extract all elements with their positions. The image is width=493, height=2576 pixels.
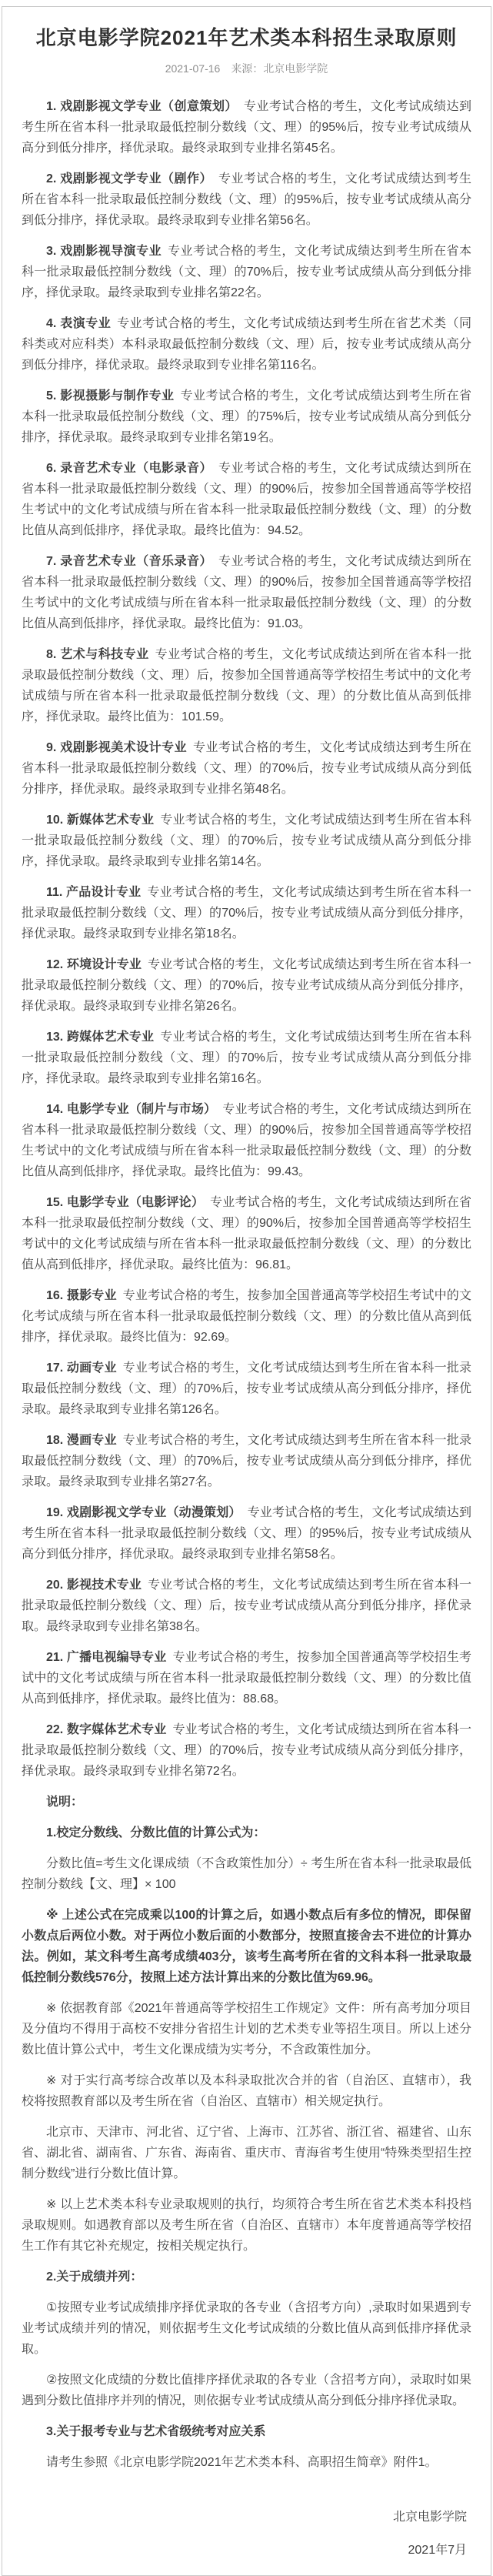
page-title: 北京电影学院2021年艺术类本科招生录取原则 bbox=[35, 26, 458, 49]
mapping-title: 3.关于报考专业与艺术省级统考对应关系 bbox=[46, 2425, 266, 2438]
rule-lead: 1. 戏剧影视文学专业（创意策划） bbox=[46, 100, 238, 113]
rule-lead: 6. 录音艺术专业（电影录音） bbox=[46, 462, 212, 475]
mapping-body: 请考生参照《北京电影学院2021年艺术类本科、高职招生简章》附件1。 bbox=[46, 2456, 438, 2469]
admission-rule-paragraph bbox=[22, 169, 471, 231]
admission-rule-paragraph bbox=[22, 1285, 471, 1348]
admission-rule-paragraph bbox=[22, 96, 471, 159]
rule-lead: 18. 漫画专业 bbox=[46, 1434, 117, 1447]
rule-lead: 3. 戏剧影视导演专业 bbox=[46, 245, 162, 258]
admission-rule-paragraph bbox=[22, 551, 471, 634]
rule-lead: 2. 戏剧影视文学专业（剧作） bbox=[46, 172, 212, 185]
admission-rule-paragraph bbox=[22, 1430, 471, 1492]
rule-body: 专业考试合格的考生，文化考试成绩达到考生所在省艺术类（同科类或对应科类）本科录取最低控制分数线（文、理）后，按专业考试成绩从高分到低分排序，择优录取。最终录取到专业排名第116名。 bbox=[22, 317, 471, 372]
rule-body: 专业考试合格的考生，文化考试成绩达到考生所在省本科一批录取最低控制分数线（文、理）的70%后，按专业考试成绩从高分到低分排序，择优录取。最终录取到专业排名第14名。 bbox=[22, 814, 471, 868]
rule-body: 专业考试合格的考生，文化考试成绩达到考生所在省本科一批录取最低控制分数线（文、理）的95%后，按专业考试成绩从高分到低分排序，择优录取。最终录取到专业排名第58名。 bbox=[22, 1506, 471, 1561]
content-card bbox=[2, 6, 491, 2576]
rule-lead: 4. 表演专业 bbox=[46, 317, 112, 330]
admission-rule-paragraph bbox=[22, 644, 471, 727]
admission-rule-paragraph bbox=[22, 954, 471, 1017]
signature-name: 北京电影学院 bbox=[392, 2511, 467, 2524]
admission-rule-paragraph bbox=[22, 1502, 471, 1565]
admission-rule-paragraph bbox=[22, 882, 471, 944]
note-compliance: ※ 以上艺术类本科专业录取规则的执行，均须符合考生所在省艺术类本科投档录取规则。如遇教育部以及考生所在省（自治区、直辖市）本年度普通高等学校招生工作有其它补充规定，按相关规定执行。 bbox=[22, 2198, 471, 2253]
rule-lead: 11. 产品设计专业 bbox=[46, 886, 142, 899]
rule-lead: 8. 艺术与科技专业 bbox=[46, 648, 149, 661]
note-provinces: 北京市、天津市、河北省、辽宁省、上海市、江苏省、浙江省、福建省、山东省、湖北省、湖南省、广东省、海南省、重庆市、青海省考生使用“特殊类型招生控制分数线”进行分数比值计算。 bbox=[22, 2126, 471, 2180]
formula-title: 1.校定分数线、分数比值的计算公式为： bbox=[46, 1826, 266, 1839]
rule-body: 专业考试合格的考生，文化考试成绩达到考生所在省本科一批录取最低控制分数线（文、理）的70%后，按专业考试成绩从高分到低分排序，择优录取。最终录取到专业排名第126名。 bbox=[22, 1362, 471, 1416]
rule-body: 专业考试合格的考生，文化考试成绩达到考生所在省本科一批录取最低控制分数线（文、理）的95%后，按专业考试成绩从高分到低分排序，择优录取。最终录取到专业排名第56名。 bbox=[22, 172, 471, 227]
admission-rule-paragraph bbox=[22, 1575, 471, 1637]
article-meta bbox=[22, 61, 471, 76]
rule-body: 专业考试合格的考生，文化考试成绩达到考生所在省本科一批录取最低控制分数线（文、理）的70%后，按专业考试成绩从高分到低分排序，择优录取。最终录取到专业排名第27名。 bbox=[22, 1434, 471, 1488]
rule-lead: 9. 戏剧影视美术设计专业 bbox=[46, 741, 188, 754]
admission-rule-paragraph bbox=[22, 241, 471, 303]
rule-body: 专业考试合格的考生，按参加全国普通高等学校招生考试中的文化考试成绩与所在省本科一批录取最低控制分数线（文、理）的分数比值从高到低排序，择优录取。最终比值为：88.68。 bbox=[22, 1651, 471, 1706]
rule-lead: 22. 数字媒体艺术专业 bbox=[46, 1723, 167, 1736]
rule-body: 专业考试合格的考生，文化考试成绩达到所在省本科一批录取最低控制分数线（文、理）的90%后，按参加全国普通高等学校招生考试中的文化考试成绩与所在省本科一批录取最低控制分数线（文、理）的分数比值从高到低排序，择优录取。最终比值为：96.81。 bbox=[22, 1196, 471, 1271]
rule-body: 专业考试合格的考生，文化考试成绩达到考生所在省本科一批录取最低控制分数线（文、理）后，按专业考试成绩从高分到低分排序，择优录取。最终录取到专业排名第38名。 bbox=[22, 1579, 471, 1633]
rule-body: 专业考试合格的考生，文化考试成绩达到考生所在省本科一批录取最低控制分数线（文、理）的70%后，按专业考试成绩从高分到低分排序，择优录取。最终录取到专业排名第26名。 bbox=[22, 958, 471, 1013]
rule-body: 专业考试合格的考生，文化考试成绩达到考生所在省本科一批录取最低控制分数线（文、理）的70%后，按专业考试成绩从高分到低分排序，择优录取。最终录取到专业排名第22名。 bbox=[22, 245, 471, 299]
publish-date: 2021-07-16 bbox=[165, 62, 221, 75]
rule-lead: 13. 跨媒体艺术专业 bbox=[46, 1031, 155, 1044]
signature-block bbox=[22, 2507, 471, 2561]
admission-rule-paragraph bbox=[22, 1099, 471, 1182]
note-rounding: ※ 上述公式在完成乘以100的计算之后，如遇小数点后有多位的情况，即保留小数点后两位小数。对于两位小数后面的小数部分，按照直接舍去不进位的计算办法。例如，某文科考生高考成绩403分，该考生高考所在省的文科本科一批录取最低控制分数线576分，按照上述方法计算出来的分数比值为69.96。 bbox=[22, 1909, 471, 1984]
rule-body: 专业考试合格的考生，文化考试成绩达到考生所在省本科一批录取最低控制分数线（文、理）的70%后，按专业考试成绩从高分到低分排序，择优录取。最终录取到专业排名第18名。 bbox=[22, 886, 471, 941]
tie-item-2: ②按照文化成绩的分数比值排序择优录取的各专业（含招考方向），录取时如果遇到分数比值排序并列的情况，则依据专业考试成绩从高分到低分排序择优录取。 bbox=[22, 2374, 471, 2407]
rule-lead: 16. 摄影专业 bbox=[46, 1289, 117, 1302]
rule-body: 专业考试合格的考生，按参加全国普通高等学校招生考试中的文化考试成绩与所在省本科一批录取最低控制分数线（文、理）的分数比值从高到低排序，择优录取。最终比值为：92.69。 bbox=[22, 1289, 471, 1344]
rule-body: 专业考试合格的考生，文化考试成绩达到所在省本科一批录取最低控制分数线（文、理）的70%后，按专业考试成绩从高分到低分排序，择优录取。最终录取到专业排名第72名。 bbox=[22, 1723, 471, 1778]
rule-lead: 10. 新媒体艺术专业 bbox=[46, 814, 155, 827]
rule-lead: 12. 环境设计专业 bbox=[46, 958, 142, 971]
article-body bbox=[22, 96, 471, 2473]
notes-heading: 说明： bbox=[46, 1796, 84, 1809]
rule-body: 专业考试合格的考生，文化考试成绩达到考生所在省本科一批录取最低控制分数线（文、理）的70%后，按专业考试成绩从高分到低分排序，择优录取。最终录取到专业排名第16名。 bbox=[22, 1031, 471, 1085]
admission-rule-paragraph bbox=[22, 458, 471, 541]
admission-rule-paragraph bbox=[22, 313, 471, 376]
rule-lead: 21. 广播电视编导专业 bbox=[46, 1651, 167, 1664]
admission-rule-paragraph bbox=[22, 810, 471, 872]
rule-body: 专业考试合格的考生，文化考试成绩达到考生所在省本科一批录取最低控制分数线（文、理）的95%后，按专业考试成绩从高分到低分排序，择优录取。最终录取到专业排名第45名。 bbox=[22, 100, 471, 155]
rule-lead: 19. 戏剧影视文学专业（动漫策划） bbox=[46, 1506, 242, 1519]
rule-lead: 17. 动画专业 bbox=[46, 1362, 117, 1375]
source-label: 来源：北京电影学院 bbox=[231, 62, 328, 75]
signature-date: 2021年7月 bbox=[408, 2544, 467, 2557]
rule-body: 专业考试合格的考生，文化考试成绩达到考生所在省本科一批录取最低控制分数线（文、理）的70%后，按专业考试成绩从高分到低分排序，择优录取。最终录取到专业排名第48名。 bbox=[22, 741, 471, 796]
rule-lead: 7. 录音艺术专业（音乐录音） bbox=[46, 555, 212, 568]
tie-title: 2.关于成绩并列： bbox=[46, 2270, 143, 2284]
rule-body: 专业考试合格的考生，文化考试成绩达到所在省本科一批录取最低控制分数线（文、理）的90%后，按参加全国普通高等学校招生考试中的文化考试成绩与所在省本科一批录取最低控制分数线（文、理）的分数比值从高到低排序，择优录取。最终比值为：91.03。 bbox=[22, 555, 471, 630]
tie-item-1: ①按照专业考试成绩排序择优录取的各专业（含招考方向）,录取时如果遇到专业考试成绩并列的情况，则依据考生文化考试成绩的分数比值从高到低排序择优录取。 bbox=[22, 2301, 471, 2356]
admission-rule-paragraph bbox=[22, 1719, 471, 1782]
admission-rule-paragraph bbox=[22, 1192, 471, 1275]
admission-rule-paragraph bbox=[22, 386, 471, 448]
rule-lead: 15. 电影学专业（电影评论） bbox=[46, 1196, 205, 1209]
rule-body: 专业考试合格的考生，文化考试成绩达到所在省本科一批录取最低控制分数线（文、理）后，按参加全国普通高等学校招生考试中的文化考试成绩与所在省本科一批录取最低控制分数线（文、理）的分数比值从高到低排序，择优录取。最终比值为：101.59。 bbox=[22, 648, 471, 723]
rule-body: 专业考试合格的考生，文化考试成绩达到所在省本科一批录取最低控制分数线（文、理）的90%后，按参加全国普通高等学校招生考试中的文化考试成绩与所在省本科一批录取最低控制分数线（文、理）的分数比值从高到低排序，择优录取。最终比值为：99.43。 bbox=[22, 1103, 471, 1178]
rule-lead: 5. 影视摄影与制作专业 bbox=[46, 389, 175, 403]
rule-lead: 14. 电影学专业（制片与市场） bbox=[46, 1103, 217, 1116]
admission-rule-paragraph bbox=[22, 1647, 471, 1709]
rule-body: 专业考试合格的考生，文化考试成绩达到所在省本科一批录取最低控制分数线（文、理）的90%后，按参加全国普通高等学校招生考试中的文化考试成绩与所在省本科一批录取最低控制分数线（文、理）的分数比值从高到低排序，择优录取。最终比值为：94.52。 bbox=[22, 462, 471, 537]
admission-rule-paragraph bbox=[22, 1358, 471, 1420]
rule-body: 专业考试合格的考生，文化考试成绩达到考生所在省本科一批录取最低控制分数线（文、理）的75%后，按专业考试成绩从高分到低分排序，择优录取。最终录取到专业排名第19名。 bbox=[22, 389, 471, 444]
note-reform: ※ 对于实行高考综合改革以及本科录取批次合并的省（自治区、直辖市），我校将按照教育部以及考生所在省（自治区、直辖市）相关规定执行。 bbox=[22, 2074, 471, 2108]
formula-text: 分数比值=考生文化课成绩（不含政策性加分）÷ 考生所在省本科一批录取最低控制分数线【文、理】× 100 bbox=[22, 1857, 471, 1891]
admission-rule-paragraph bbox=[22, 737, 471, 800]
admission-rule-paragraph bbox=[22, 1027, 471, 1089]
rule-lead: 20. 影视技术专业 bbox=[46, 1579, 142, 1592]
note-policy: ※ 依据教育部《2021年普通高等学校招生工作规定》文件：所有高考加分项目及分值均不得用于高校不安排分省招生计划的艺术类专业等招生项目。所以上述分数比值计算公式中，考生文化课成绩为实考分，不含政策性加分。 bbox=[22, 2002, 471, 2056]
